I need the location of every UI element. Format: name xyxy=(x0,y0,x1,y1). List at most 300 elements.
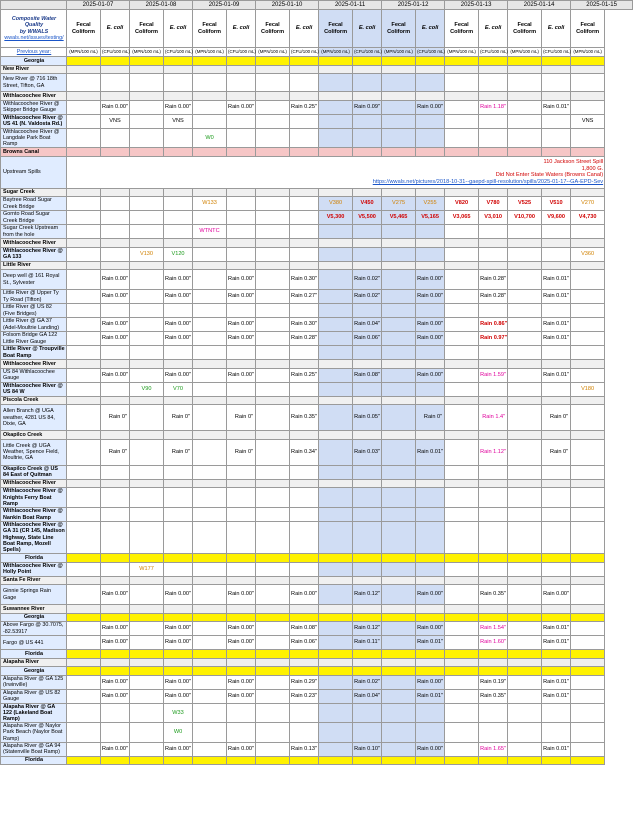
reading-cell xyxy=(193,211,227,225)
band-cell xyxy=(164,92,193,101)
reading-cell xyxy=(256,270,290,290)
band-cell xyxy=(193,479,227,488)
band-label: Withlacoochee River xyxy=(1,92,67,101)
reading-cell xyxy=(542,703,571,723)
band-cell xyxy=(571,431,605,440)
reading-cell xyxy=(416,488,445,508)
band-cell xyxy=(193,57,227,66)
band-cell xyxy=(101,605,130,614)
band-cell xyxy=(353,57,382,66)
band-cell xyxy=(571,658,605,667)
reading-cell: Rain 0.03" xyxy=(353,439,382,465)
reading-cell: Rain 1.18" xyxy=(479,100,508,114)
reading-cell: Rain 0.08" xyxy=(290,622,319,636)
reading-cell xyxy=(445,100,479,114)
section-band xyxy=(1,658,633,667)
reading-cell xyxy=(164,128,193,148)
reading-cell: Rain 0.00" xyxy=(101,290,130,304)
reading-cell xyxy=(193,247,227,261)
reading-cell: Rain 0.00" xyxy=(101,689,130,703)
site-row xyxy=(1,382,633,396)
reading-cell xyxy=(290,703,319,723)
date-2025-01-10: 2025-01-10 xyxy=(256,1,319,10)
site-label: Little River @ Upper Ty Ty Road (Tifton) xyxy=(1,290,67,304)
band-cell xyxy=(256,756,290,765)
band-cell xyxy=(101,613,130,622)
reading-cell: Rain 0.09" xyxy=(353,100,382,114)
reading-cell xyxy=(508,114,542,128)
reading-cell xyxy=(416,382,445,396)
band-cell xyxy=(416,396,445,405)
reading-cell xyxy=(290,74,319,92)
reading-cell: V130 xyxy=(130,247,164,261)
reading-cell xyxy=(479,522,508,554)
band-cell xyxy=(416,658,445,667)
band-cell xyxy=(382,479,416,488)
reading-cell xyxy=(571,562,605,576)
site-label: Withlacoochee River @ Knights Ferry Boat Ramp xyxy=(1,488,67,508)
band-cell xyxy=(319,756,353,765)
section-band xyxy=(1,239,633,248)
reading-cell: Rain 0.00" xyxy=(416,270,445,290)
band-cell xyxy=(164,667,193,676)
band-cell xyxy=(445,57,479,66)
band-cell xyxy=(164,658,193,667)
reading-cell xyxy=(319,562,353,576)
reading-cell xyxy=(290,522,319,554)
reading-cell xyxy=(193,382,227,396)
reading-cell xyxy=(445,439,479,465)
reading-cell xyxy=(542,225,571,239)
reading-cell xyxy=(101,465,130,479)
reading-cell xyxy=(130,522,164,554)
reading-cell xyxy=(445,522,479,554)
reading-cell xyxy=(353,723,382,743)
band-cell xyxy=(479,65,508,74)
band-label: Withlacoochee River xyxy=(1,239,67,248)
reading-cell: Rain 0.00" xyxy=(164,332,193,346)
band-cell xyxy=(382,650,416,659)
reading-cell: Rain 0.27" xyxy=(290,290,319,304)
site-row xyxy=(1,100,633,114)
reading-cell xyxy=(319,247,353,261)
unit-mpn: (MPN/100 mL) xyxy=(130,48,164,57)
reading-cell xyxy=(101,225,130,239)
reading-cell xyxy=(508,290,542,304)
reading-cell: Rain 0.00" xyxy=(227,636,256,650)
reading-cell xyxy=(319,382,353,396)
band-label: New River xyxy=(1,65,67,74)
reading-cell xyxy=(382,346,416,360)
band-cell xyxy=(416,667,445,676)
reading-cell xyxy=(382,405,416,431)
reading-cell: V5,165 xyxy=(416,211,445,225)
reading-cell: W0 xyxy=(164,723,193,743)
site-row xyxy=(1,114,633,128)
site-label: Ginnie Springs Rain Gage xyxy=(1,585,67,605)
reading-cell xyxy=(542,128,571,148)
reading-cell xyxy=(353,304,382,318)
reading-cell: V10,700 xyxy=(508,211,542,225)
band-cell xyxy=(319,605,353,614)
section-band xyxy=(1,57,633,66)
unit-mpn: (MPN/100 mL) xyxy=(508,48,542,57)
unit-cfu: (CFU/100 mL) xyxy=(101,48,130,57)
band-cell xyxy=(227,605,256,614)
unit-cfu: (CFU/100 mL) xyxy=(290,48,319,57)
band-cell xyxy=(416,360,445,369)
reading-cell xyxy=(571,439,605,465)
band-cell xyxy=(416,605,445,614)
reading-cell: Rain 1.12" xyxy=(479,439,508,465)
date-2025-01-11: 2025-01-11 xyxy=(319,1,382,10)
reading-cell xyxy=(382,562,416,576)
reading-cell: Rain 0.00" xyxy=(416,332,445,346)
reading-cell xyxy=(319,304,353,318)
fecal-coliform-header: Fecal Coliform xyxy=(382,10,416,48)
ecoli-header: E. coli xyxy=(416,10,445,48)
reading-cell xyxy=(571,675,605,689)
reading-cell: Rain 0.01" xyxy=(542,368,571,382)
band-label: Florida xyxy=(1,554,67,563)
band-cell xyxy=(445,605,479,614)
band-cell xyxy=(508,148,542,157)
section-band xyxy=(1,188,633,197)
band-cell xyxy=(542,658,571,667)
reading-cell xyxy=(382,332,416,346)
band-cell xyxy=(445,188,479,197)
reading-cell: Rain 0.00" xyxy=(227,290,256,304)
band-cell xyxy=(571,479,605,488)
band-cell xyxy=(445,431,479,440)
band-cell xyxy=(227,57,256,66)
band-cell xyxy=(571,576,605,585)
band-cell xyxy=(445,650,479,659)
reading-cell: Rain 0" xyxy=(227,405,256,431)
reading-cell xyxy=(445,703,479,723)
band-cell xyxy=(101,261,130,270)
reading-cell xyxy=(353,562,382,576)
band-cell xyxy=(164,57,193,66)
reading-cell: Rain 0.00" xyxy=(101,636,130,650)
reading-cell xyxy=(319,100,353,114)
reading-cell: Rain 0.00" xyxy=(416,742,445,756)
reading-cell xyxy=(130,585,164,605)
band-cell xyxy=(542,92,571,101)
reading-cell: Rain 0.02" xyxy=(353,675,382,689)
unit-mpn: (MPN/100 mL) xyxy=(193,48,227,57)
band-cell xyxy=(256,431,290,440)
band-cell xyxy=(256,576,290,585)
band-cell xyxy=(67,188,101,197)
reading-cell xyxy=(416,522,445,554)
reading-cell xyxy=(256,100,290,114)
reading-cell xyxy=(382,368,416,382)
reading-cell xyxy=(164,74,193,92)
band-cell xyxy=(101,658,130,667)
reading-cell: Rain 0.00" xyxy=(227,585,256,605)
reading-cell xyxy=(479,128,508,148)
reading-cell xyxy=(445,465,479,479)
reading-cell: Rain 0.00" xyxy=(542,585,571,605)
reading-cell: Rain 0.35" xyxy=(290,405,319,431)
spill-link[interactable]: https://wwals.net/pictures/2018-10-31--gaepd-spill-resolution/spills/2025-01-17--GA-EPD-Sev xyxy=(372,178,604,185)
band-label: Florida xyxy=(1,650,67,659)
band-cell xyxy=(290,605,319,614)
reading-cell xyxy=(571,742,605,756)
reading-cell xyxy=(571,723,605,743)
reading-cell xyxy=(445,270,479,290)
reading-cell xyxy=(319,74,353,92)
testing-link[interactable]: wwals.net/issues/testing/ xyxy=(4,34,64,41)
reading-cell: Rain 0.00" xyxy=(101,675,130,689)
reading-cell xyxy=(256,585,290,605)
unit-mpn: (MPN/100 mL) xyxy=(256,48,290,57)
band-cell xyxy=(130,239,164,248)
reading-cell: V5,300 xyxy=(319,211,353,225)
band-cell xyxy=(571,239,605,248)
band-cell xyxy=(256,554,290,563)
reading-cell: Rain 0.01" xyxy=(542,290,571,304)
band-cell xyxy=(67,576,101,585)
band-cell xyxy=(382,261,416,270)
reading-cell xyxy=(67,689,101,703)
reading-cell: Rain 0.00" xyxy=(227,270,256,290)
band-cell xyxy=(290,431,319,440)
band-label: Suwannee River xyxy=(1,605,67,614)
reading-cell xyxy=(479,465,508,479)
band-cell xyxy=(67,92,101,101)
section-band xyxy=(1,756,633,765)
reading-cell xyxy=(319,522,353,554)
reading-cell xyxy=(130,332,164,346)
band-cell xyxy=(130,756,164,765)
band-cell xyxy=(227,65,256,74)
unit-row xyxy=(1,48,633,57)
reading-cell xyxy=(101,562,130,576)
previous-year-link[interactable]: Previous year: xyxy=(16,48,52,55)
band-cell xyxy=(508,554,542,563)
reading-cell: Rain 0.01" xyxy=(542,742,571,756)
reading-cell: Rain 1.60" xyxy=(479,636,508,650)
band-cell xyxy=(319,396,353,405)
reading-cell: Rain 0.00" xyxy=(101,622,130,636)
band-cell xyxy=(290,65,319,74)
band-cell xyxy=(416,57,445,66)
band-cell xyxy=(382,360,416,369)
reading-cell xyxy=(508,332,542,346)
band-cell xyxy=(164,431,193,440)
band-cell xyxy=(227,613,256,622)
reading-cell: Rain 0.04" xyxy=(353,689,382,703)
site-label: Little River @ Troupville Boat Ramp xyxy=(1,346,67,360)
band-cell xyxy=(193,554,227,563)
reading-cell xyxy=(193,522,227,554)
reading-cell: Rain 0.00" xyxy=(164,675,193,689)
site-label: Withlacoochee River @ Langdale Park Boat Ramp xyxy=(1,128,67,148)
reading-cell xyxy=(256,211,290,225)
band-cell xyxy=(382,613,416,622)
reading-cell xyxy=(508,225,542,239)
reading-cell xyxy=(101,197,130,211)
reading-cell xyxy=(382,488,416,508)
band-label: Florida xyxy=(1,756,67,765)
band-cell xyxy=(479,261,508,270)
band-cell xyxy=(542,239,571,248)
reading-cell: V90 xyxy=(130,382,164,396)
unit-mpn: (MPN/100 mL) xyxy=(445,48,479,57)
reading-cell xyxy=(256,622,290,636)
section-band xyxy=(1,261,633,270)
reading-cell xyxy=(67,488,101,508)
reading-cell: Rain 0.00" xyxy=(164,100,193,114)
band-cell xyxy=(67,148,101,157)
reading-cell: Rain 0.00" xyxy=(227,332,256,346)
reading-cell xyxy=(445,675,479,689)
unit-cfu: (CFU/100 mL) xyxy=(353,48,382,57)
reading-cell xyxy=(353,488,382,508)
reading-cell xyxy=(445,405,479,431)
reading-cell xyxy=(130,723,164,743)
band-cell xyxy=(130,667,164,676)
site-label: Folsom Bridge GA 122 Little River Gauge xyxy=(1,332,67,346)
fecal-coliform-header: Fecal Coliform xyxy=(445,10,479,48)
reading-cell xyxy=(227,114,256,128)
reading-cell xyxy=(130,74,164,92)
reading-cell xyxy=(445,74,479,92)
band-cell xyxy=(130,554,164,563)
previous-year-cell xyxy=(1,48,67,57)
band-cell xyxy=(508,479,542,488)
band-cell xyxy=(508,431,542,440)
band-cell xyxy=(319,650,353,659)
reading-cell xyxy=(130,622,164,636)
unit-mpn: (MPN/100 mL) xyxy=(382,48,416,57)
band-cell xyxy=(101,92,130,101)
reading-cell xyxy=(290,225,319,239)
reading-cell xyxy=(542,723,571,743)
reading-cell xyxy=(508,405,542,431)
reading-cell xyxy=(193,405,227,431)
band-cell xyxy=(542,65,571,74)
date-2025-01-08: 2025-01-08 xyxy=(130,1,193,10)
reading-cell xyxy=(193,332,227,346)
reading-cell: Rain 1.65" xyxy=(479,742,508,756)
reading-cell xyxy=(193,703,227,723)
reading-cell xyxy=(319,636,353,650)
reading-cell xyxy=(542,382,571,396)
reading-cell xyxy=(290,211,319,225)
band-cell xyxy=(130,148,164,157)
band-cell xyxy=(256,188,290,197)
band-cell xyxy=(445,92,479,101)
reading-cell xyxy=(479,247,508,261)
reading-cell xyxy=(571,465,605,479)
reading-cell xyxy=(445,247,479,261)
reading-cell xyxy=(571,703,605,723)
reading-cell xyxy=(227,346,256,360)
site-label: Withlacoochee River @ GA 31 (CR 145, Madison Highway, State Line Boat Ramp, Mozell Spells) xyxy=(1,522,67,554)
reading-cell xyxy=(256,703,290,723)
band-cell xyxy=(353,576,382,585)
band-cell xyxy=(290,658,319,667)
reading-cell xyxy=(382,465,416,479)
band-cell xyxy=(382,431,416,440)
band-cell xyxy=(227,239,256,248)
band-cell xyxy=(353,360,382,369)
band-cell xyxy=(319,57,353,66)
reading-cell xyxy=(227,211,256,225)
reading-cell xyxy=(571,488,605,508)
reading-cell xyxy=(382,382,416,396)
reading-cell: V5,465 xyxy=(382,211,416,225)
reading-cell: Rain 0.23" xyxy=(290,689,319,703)
reading-cell xyxy=(319,405,353,431)
reading-cell: Rain 0.01" xyxy=(416,689,445,703)
reading-cell xyxy=(542,562,571,576)
reading-cell xyxy=(382,225,416,239)
site-label: Fargo @ US 441 xyxy=(1,636,67,650)
band-label: Alapaha River xyxy=(1,658,67,667)
reading-cell xyxy=(67,675,101,689)
band-cell xyxy=(416,479,445,488)
band-cell xyxy=(542,188,571,197)
band-cell xyxy=(101,756,130,765)
reading-cell xyxy=(508,636,542,650)
date-2025-01-13: 2025-01-13 xyxy=(445,1,508,10)
reading-cell xyxy=(508,622,542,636)
fecal-coliform-header: Fecal Coliform xyxy=(508,10,542,48)
reading-cell: W177 xyxy=(130,562,164,576)
ecoli-header: E. coli xyxy=(542,10,571,48)
band-cell xyxy=(416,239,445,248)
band-cell xyxy=(508,605,542,614)
band-cell xyxy=(508,658,542,667)
reading-cell xyxy=(542,508,571,522)
reading-cell xyxy=(319,439,353,465)
reading-cell xyxy=(193,723,227,743)
band-cell xyxy=(445,667,479,676)
band-cell xyxy=(382,396,416,405)
band-cell xyxy=(67,756,101,765)
reading-cell xyxy=(290,562,319,576)
reading-cell xyxy=(193,346,227,360)
site-row xyxy=(1,211,633,225)
reading-cell xyxy=(479,346,508,360)
reading-cell xyxy=(571,689,605,703)
reading-cell xyxy=(256,197,290,211)
band-cell xyxy=(256,239,290,248)
date-2025-01-15: 2025-01-15 xyxy=(571,1,633,10)
band-cell xyxy=(508,667,542,676)
reading-cell: Rain 0.97" xyxy=(479,332,508,346)
spill-line: 1,800 G. xyxy=(581,165,604,172)
section-band xyxy=(1,613,633,622)
band-label: Withlacoochee River xyxy=(1,479,67,488)
reading-cell xyxy=(256,332,290,346)
reading-cell xyxy=(193,270,227,290)
reading-cell xyxy=(256,318,290,332)
date-2025-01-12: 2025-01-12 xyxy=(382,1,445,10)
band-cell xyxy=(319,667,353,676)
reading-cell xyxy=(445,382,479,396)
band-cell xyxy=(256,479,290,488)
fecal-coliform-header: Fecal Coliform xyxy=(193,10,227,48)
reading-cell xyxy=(227,74,256,92)
section-band xyxy=(1,92,633,101)
site-label: Withlacoochee River @ GA 133 xyxy=(1,247,67,261)
reading-cell xyxy=(508,562,542,576)
